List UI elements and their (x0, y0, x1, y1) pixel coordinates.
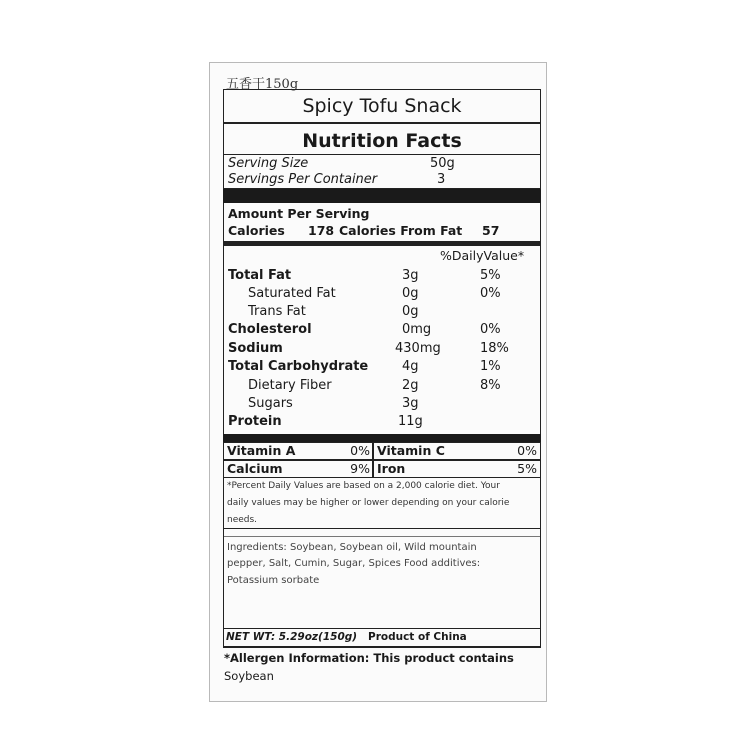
divider (224, 122, 540, 124)
nutrient-name: Trans Fat (248, 304, 306, 319)
vitamin-name: Iron (377, 461, 406, 476)
nutrient-amount: 4g (402, 359, 419, 374)
vitamin-pct: 9% (350, 461, 370, 476)
nutrient-amount: 0g (402, 304, 419, 319)
vitamin-pct: 5% (517, 461, 537, 476)
vitamin-pct: 0% (350, 443, 370, 458)
amount-per-serving: Amount Per Serving (228, 206, 370, 221)
nutrient-name: Total Carbohydrate (228, 359, 369, 374)
ingredients-line: pepper, Salt, Cumin, Sugar, Spices Food additives: (227, 558, 481, 569)
nutrient-name: Dietary Fiber (248, 378, 332, 393)
vitamin-name: Vitamin A (227, 443, 296, 458)
footnote-line: daily values may be higher or lower depending on your calorie (227, 498, 510, 508)
nutrient-name: Sugars (248, 396, 293, 411)
calories-from-fat-value: 57 (482, 223, 500, 238)
product-name: Spicy Tofu Snack (302, 95, 462, 117)
nutrient-amount: 11g (398, 414, 423, 429)
vitamin-name: Calcium (227, 461, 283, 476)
vitamin-cell (224, 443, 372, 459)
country-of-origin: Product of China (368, 631, 467, 643)
nutrient-row (224, 304, 540, 322)
ingredients-line: Ingredients: Soybean, Soybean oil, Wild mountain (227, 542, 477, 553)
title-box (223, 89, 541, 189)
vitamin-name: Vitamin C (377, 443, 445, 458)
nutrient-name: Total Fat (228, 268, 292, 283)
net-weight: NET WT: 5.29oz(150g) (226, 631, 358, 643)
vitamin-cell (224, 461, 372, 477)
panel-title: Nutrition Facts (302, 130, 462, 152)
thick-divider (223, 434, 541, 442)
nutrient-name: Cholesterol (228, 322, 312, 337)
divider (224, 154, 540, 155)
calories-from-fat-label: Calories From Fat (339, 223, 463, 238)
nutrients-section (223, 203, 541, 439)
nutrient-row (224, 322, 540, 340)
nutrient-row (224, 268, 540, 286)
nutrient-amount: 3g (402, 268, 419, 283)
allergen-line: Soybean (224, 669, 274, 683)
daily-value-header: %DailyValue* (440, 248, 525, 263)
nutrient-daily-value: 18% (480, 341, 509, 356)
nutrient-daily-value: 5% (480, 268, 501, 283)
ingredients-line: Potassium sorbate (227, 575, 320, 586)
servings-per-container-value: 3 (437, 172, 446, 187)
nutrient-name: Saturated Fat (248, 286, 336, 301)
vitamin-pct: 0% (517, 443, 537, 458)
nutrient-amount: 2g (402, 378, 419, 393)
nutrient-row (224, 359, 540, 377)
nutrient-daily-value: 8% (480, 378, 501, 393)
serving-size-label: Serving Size (228, 156, 309, 171)
footnote-line: *Percent Daily Values are based on a 2,000 calorie diet. Your (227, 481, 500, 491)
nutrient-row (224, 414, 540, 432)
servings-per-container-label: Servings Per Container (228, 172, 378, 187)
nutrient-row (224, 378, 540, 396)
serving-size-value: 50g (430, 156, 455, 171)
nutrient-amount: 0g (402, 286, 419, 301)
divider (224, 241, 540, 246)
nutrient-name: Protein (228, 414, 282, 429)
nutrient-amount: 0mg (402, 322, 432, 337)
nutrient-row (224, 396, 540, 414)
thick-divider (223, 189, 541, 203)
chinese-product-name: 五香干150g (226, 77, 299, 92)
nutrition-label (209, 62, 547, 702)
vitamin-cell (374, 461, 539, 477)
footnote-line: needs. (227, 515, 258, 525)
nutrient-name: Sodium (228, 341, 283, 356)
allergen-line: *Allergen Information: This product contains (224, 651, 514, 665)
nutrient-daily-value: 0% (480, 286, 501, 301)
nutrient-row (224, 286, 540, 304)
vitamins-section (223, 442, 541, 478)
nutrient-amount: 430mg (395, 341, 441, 356)
calories-value: 178 (308, 223, 335, 238)
nutrient-amount: 3g (402, 396, 419, 411)
net-weight-row (223, 628, 541, 648)
vitamin-cell (374, 443, 539, 459)
nutrient-daily-value: 1% (480, 359, 501, 374)
nutrient-daily-value: 0% (480, 322, 501, 337)
nutrient-row (224, 341, 540, 359)
calories-label: Calories (228, 223, 285, 238)
divider (224, 536, 540, 537)
footnote-box (223, 477, 541, 529)
